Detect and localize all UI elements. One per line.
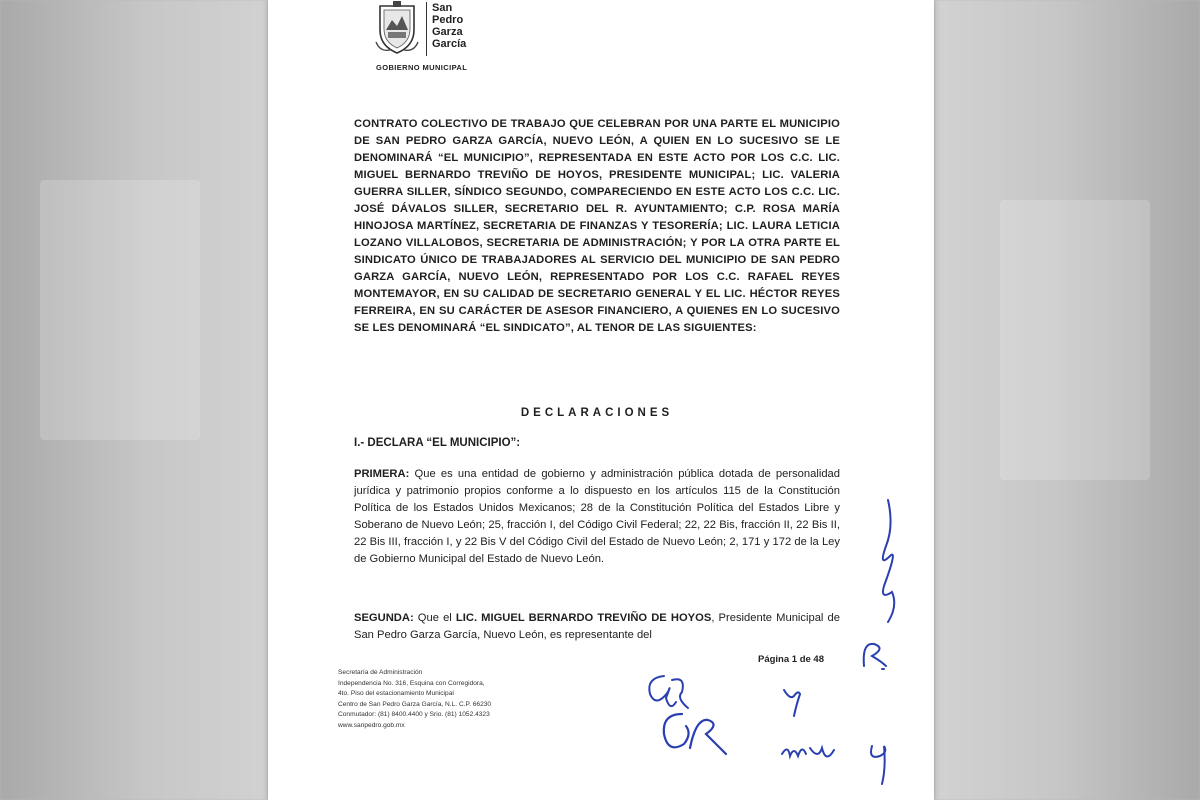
representative-name: LIC. MIGUEL BERNARDO TREVIÑO DE HOYOS: [455, 612, 712, 624]
logo-city-line: García: [432, 38, 467, 50]
logo-city-line: Pedro: [432, 14, 464, 26]
footer-line: Secretaría de Administración: [338, 669, 423, 676]
declarations-subheading: I.- DECLARA “EL MUNICIPIO”:: [354, 437, 521, 449]
clause-text: , Presidente Municipal de San Pedro Garza García, Nuevo León, es representante del: [354, 612, 840, 641]
logo-city-name: [432, 2, 466, 50]
initials-mark: [778, 734, 840, 768]
logo-city-line: San: [432, 2, 453, 14]
initials-mark: [776, 684, 812, 718]
footer-line: 4to. Piso del estacionamiento Municipal: [338, 690, 454, 698]
background-blur-shape: [1000, 200, 1150, 480]
declarations-heading: DECLARACIONES: [520, 407, 674, 419]
background-blur-shape: [40, 180, 200, 440]
municipal-crest-icon: [374, 0, 420, 56]
municipal-logo: [374, 0, 484, 78]
signature-mark: [868, 496, 908, 626]
initials-mark: [656, 704, 730, 762]
clause-segunda: [354, 610, 840, 644]
clause-label: PRIMERA:: [354, 468, 410, 480]
clause-text: Que el: [413, 612, 456, 624]
footer-line: Centro de San Pedro Garza García, N.L. C.P. 66230: [338, 700, 492, 708]
clause-text: Que es una entidad de gobierno y administración pública dotada de personalidad jurídica y patrimonio propios conforme a lo dispuesto en los artículos 115 de la Constitución Política de los Estados Unidos Mexicanos; 28 de la Constitución Política del Estados Libre y Soberano de Nuevo León; 25, fracción I, del Código Civil Federal; 22, 22 Bis, fracción II, 22 Bis II, 22 Bis III, fracción I, y 22 Bis V del Código Civil del Estado de Nuevo León; 2, 171 y 172 de la Ley de Gobierno Municipal del Estado de Nuevo León.: [354, 468, 840, 565]
government-label: GOBIERNO MUNICIPAL: [376, 63, 468, 72]
initials-mark: [864, 738, 900, 788]
page-number: Página 1 de 48: [758, 654, 825, 665]
logo-divider: [426, 2, 427, 56]
clause-primera: [354, 466, 840, 568]
logo-city-line: Garza: [432, 26, 463, 38]
footer-address: [338, 668, 558, 732]
contract-intro-paragraph: CONTRATO COLECTIVO DE TRABAJO QUE CELEBRAN POR UNA PARTE EL MUNICIPIO DE SAN PEDRO GARZA GARCÍA, NUEVO LEÓN, A QUIEN EN LO SUCESIVO SE LE DENOMINARÁ “EL MUNICIPIO”, REPRESENTADA EN ESTE ACTO POR LOS C.C. LIC. MIGUEL BERNARDO TREVIÑO DE HOYOS, PRESIDENTE MUNICIPAL; LIC. VALERIA GUERRA SILLER, SÍNDICO SEGUNDO, COMPARECIENDO EN ESTE ACTO LOS C.C. LIC. JOSÉ DÁVALOS SILLER, SECRETARIO DEL R. AYUNTAMIENTO; C.P. ROSA MARÍA HINOJOSA MARTÍNEZ, SECRETARIA DE FINANZAS Y TESORERÍA; LIC. LAURA LETICIA LOZANO VILLALOBOS, SECRETARIA DE ADMINISTRACIÓN; Y POR LA OTRA PARTE EL SINDICATO ÚNICO DE TRABAJADORES AL SERVICIO DEL MUNICIPIO DE SAN PEDRO GARZA GARCÍA, NUEVO LEÓN, REPRESENTADO POR LOS C.C. RAFAEL REYES MONTEMAYOR, EN SU CALIDAD DE SECRETARIO GENERAL Y EL LIC. HÉCTOR REYES FERREIRA, EN SU CARÁCTER DE ASESOR FINANCIERO, A QUIENES EN LO SUCESIVO SE LES DENOMINARÁ “EL SINDICATO”, AL TENOR DE LAS SIGUIENTES:: [354, 118, 840, 334]
footer-line: Conmutador: (81) 8400.4400 y Srio. (81) 1052.4323: [338, 711, 490, 719]
document-page: [268, 0, 934, 800]
footer-line: Independencia No. 316, Esquina con Corregidora,: [338, 679, 485, 687]
footer-line: www.sanpedro.gob.mx: [338, 721, 405, 729]
clause-label: SEGUNDA:: [354, 612, 414, 624]
initials-mark: [858, 636, 892, 672]
